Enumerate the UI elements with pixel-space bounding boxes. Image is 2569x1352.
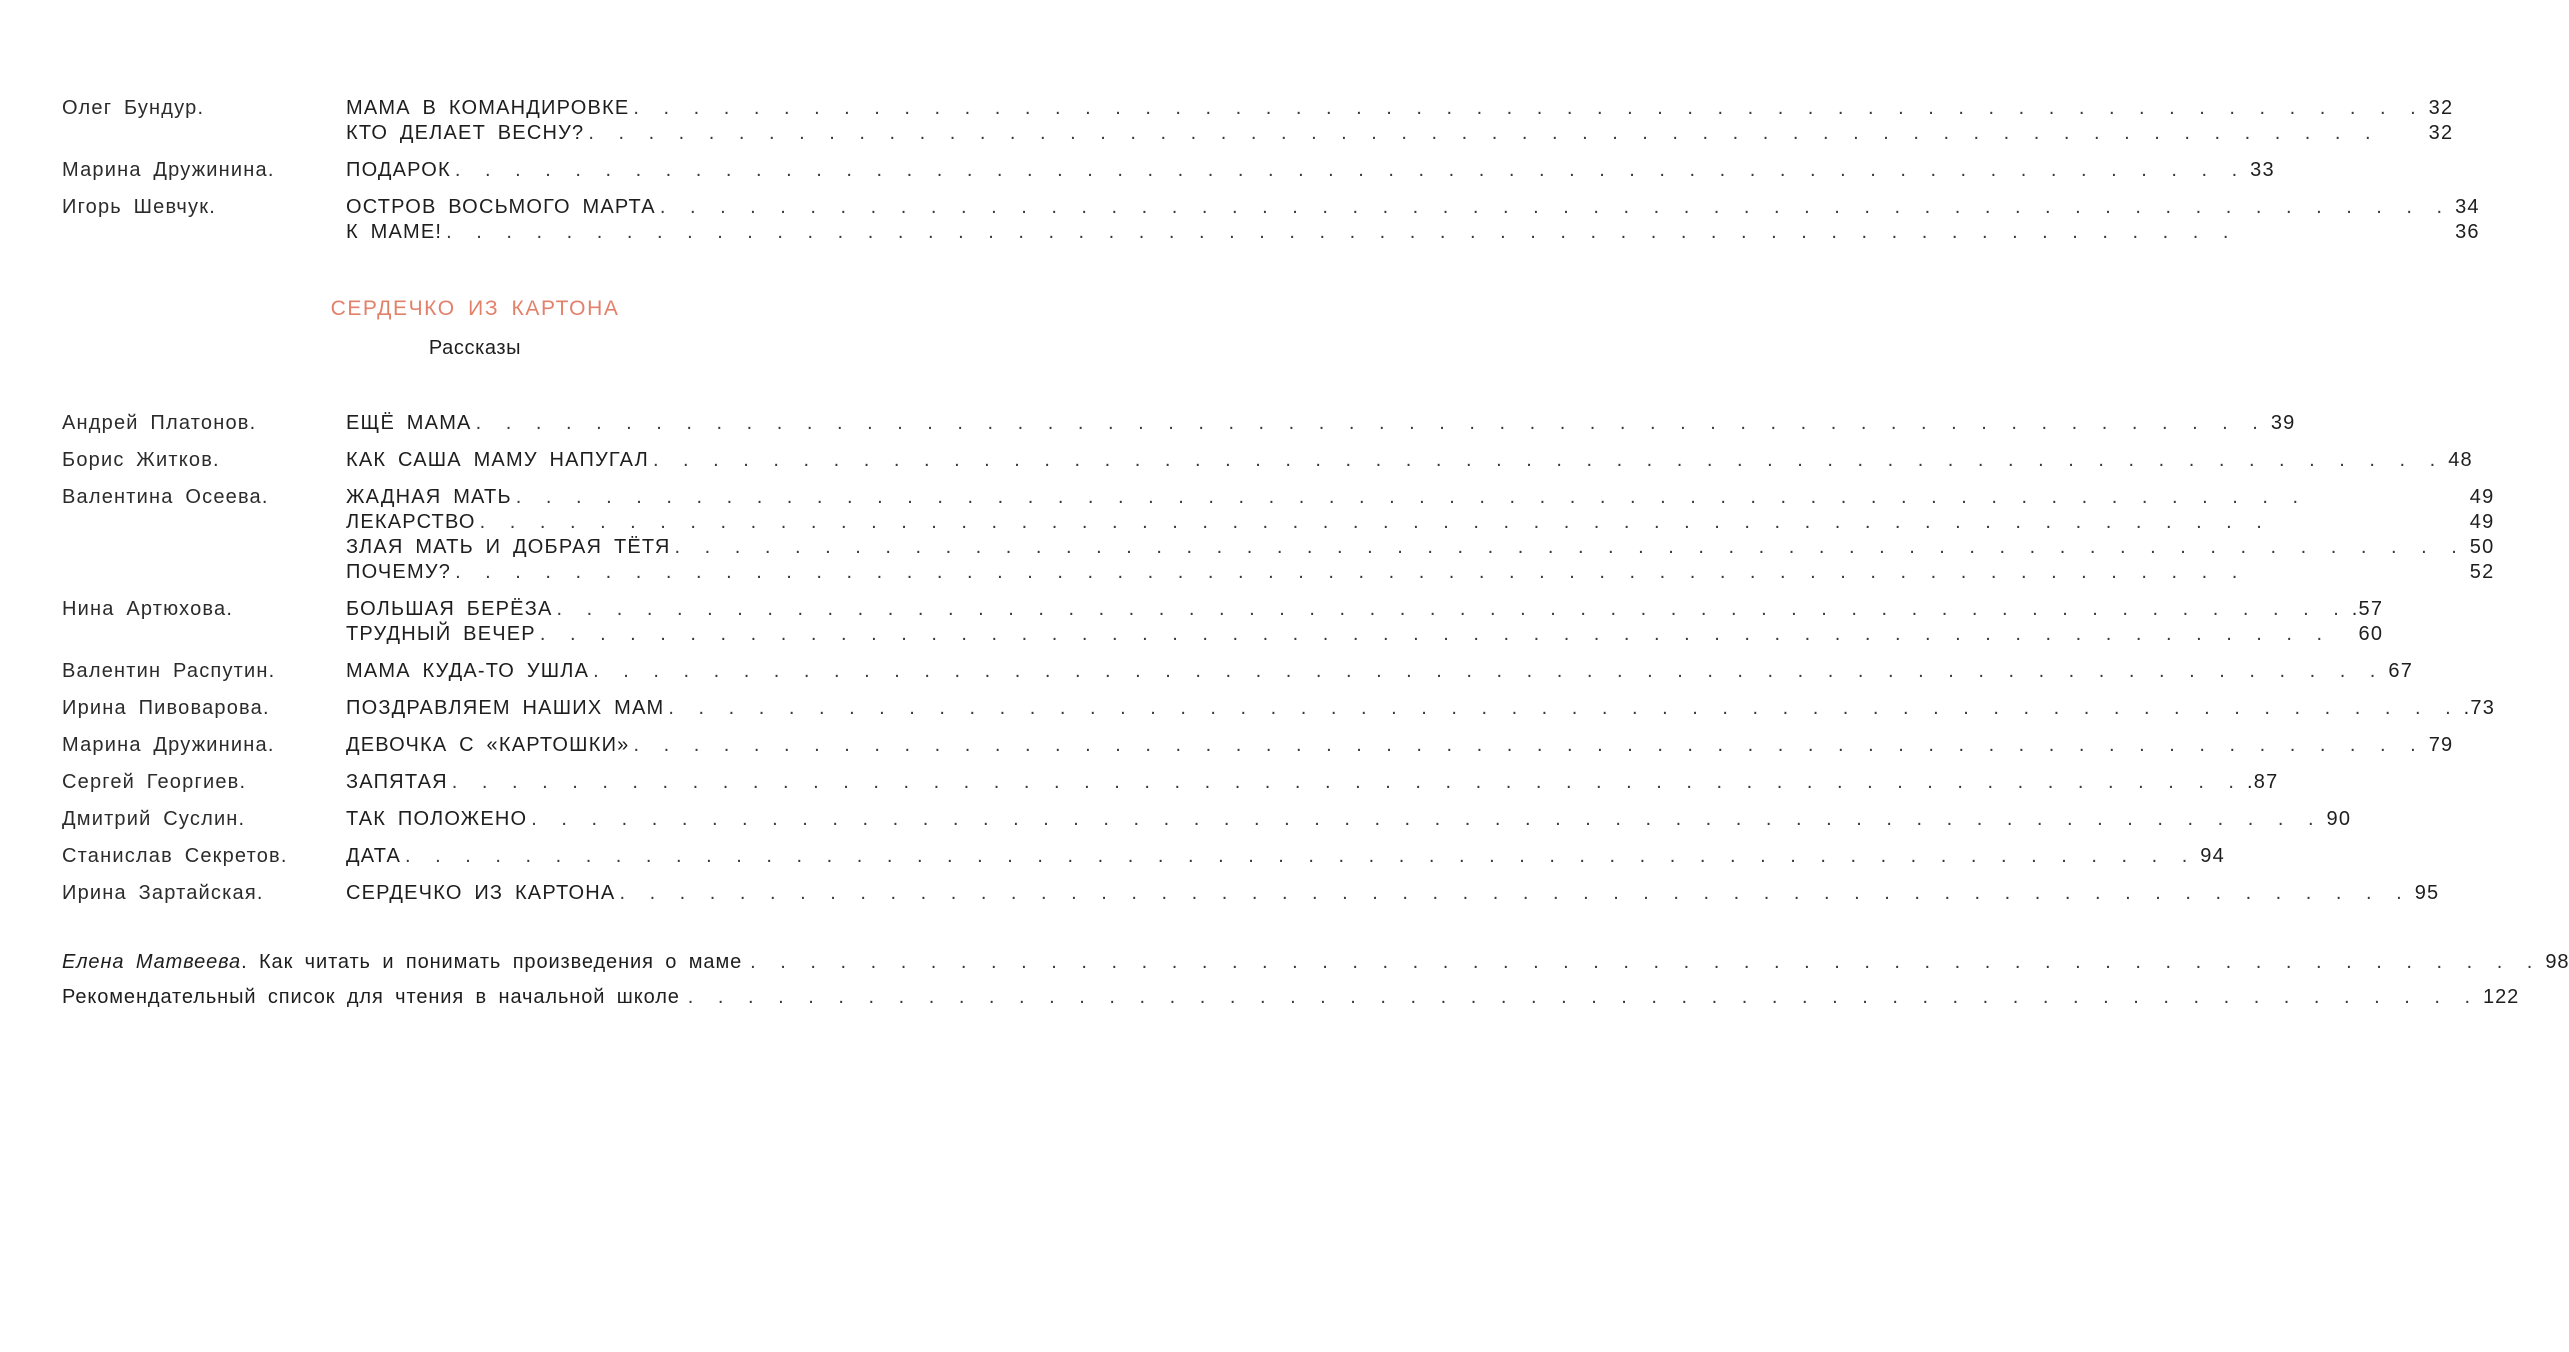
dot-leader: . . . . . . . . . . . . . . . . . . . . . . . . . . . . . . . . . . . . . . . . . . . . . . . . . . . . . . . . . . . . <box>455 561 2245 583</box>
appendix-title: . Как читать и понимать произведения о маме <box>241 951 743 973</box>
toc-page-number: 39 <box>2270 412 2296 434</box>
toc-work-line[interactable] <box>346 96 2453 121</box>
toc-works <box>346 733 2453 758</box>
toc-work-line[interactable] <box>346 844 2225 869</box>
toc-page-number: 48 <box>2448 449 2473 471</box>
toc-work-title: БОЛЬШАЯ БЕРЁЗА <box>346 598 553 620</box>
toc-group-stories <box>62 411 2496 906</box>
toc-works <box>346 485 2494 585</box>
toc-entry <box>62 448 2473 473</box>
dot-leader: . . . . . . . . . . . . . . . . . . . . . . . . . . . . . . . . . . . . . . . . . . . . . . . . . . . . . . . . . . . . <box>633 734 2423 756</box>
toc-entry <box>62 770 2279 795</box>
toc-works <box>346 770 2278 795</box>
toc-work-title: ТРУДНЫЙ ВЕЧЕР <box>346 623 536 645</box>
toc-work-title: ЖАДНАЯ МАТЬ <box>346 486 512 508</box>
toc-work-title: ПОДАРОК <box>346 159 451 181</box>
table-of-contents <box>62 96 2569 1020</box>
toc-author: Ирина Пивоварова. <box>62 697 270 719</box>
toc-work-line[interactable] <box>346 560 2494 585</box>
appendix-list <box>62 950 2569 1010</box>
toc-work-line[interactable] <box>346 121 2453 146</box>
toc-page-number: 49 <box>2469 511 2495 533</box>
toc-works <box>346 881 2439 906</box>
toc-work-title: КАК САША МАМУ НАПУГАЛ <box>346 449 649 471</box>
toc-works <box>346 597 2383 647</box>
dot-leader: . . . . . . . . . . . . . . . . . . . . . . . . . . . . . . . . . . . . . . . . . . . . . . . . . . . . . . . . . . . . <box>454 159 2245 181</box>
toc-work-title: ЛЕКАРСТВО <box>346 511 476 533</box>
toc-works <box>346 696 2495 721</box>
dot-leader: . . . . . . . . . . . . . . . . . . . . . . . . . . . . . . . . . . . . . . . . . . . . . . . . . . . . . . . . . . . . <box>531 808 2321 830</box>
toc-work-title: ПОЗДРАВЛЯЕМ НАШИХ МАМ <box>346 697 665 719</box>
toc-entry <box>62 844 2225 869</box>
toc-work-title: ТАК ПОЛОЖЕНО <box>346 808 528 830</box>
toc-author: Олег Бундур. <box>62 97 205 119</box>
toc-work-title: ОСТРОВ ВОСЬМОГО МАРТА <box>346 196 656 218</box>
appendix-title: Рекомендательный список для чтения в начальной школе <box>62 986 680 1008</box>
toc-work-line[interactable] <box>346 770 2278 795</box>
appendix-line[interactable] <box>62 985 2520 1010</box>
toc-works <box>346 807 2351 832</box>
toc-page-number: 95 <box>2414 882 2440 904</box>
toc-works <box>346 96 2453 146</box>
toc-page-number: .57 <box>2351 598 2384 620</box>
dot-leader: . . . . . . . . . . . . . . . . . . . . . . . . . . . . . . . . . . . . . . . . . . . . . . . . . . . . . . . . . . . . <box>633 97 2423 119</box>
toc-author: Валентина Осеева. <box>62 486 269 508</box>
toc-page-number: 79 <box>2428 734 2454 756</box>
toc-page-number: 52 <box>2469 561 2495 583</box>
toc-work-line[interactable] <box>346 597 2383 622</box>
toc-work-title: ДЕВОЧКА С «КАРТОШКИ» <box>346 734 630 756</box>
dot-leader: . . . . . . . . . . . . . . . . . . . . . . . . . . . . . . . . . . . . . . . . . . . . . . . . . . . . . . . . . . . . <box>446 221 2236 243</box>
appendix-page-number: 98 <box>2545 951 2569 973</box>
toc-page-number: 34 <box>2455 196 2480 218</box>
toc-entry <box>62 807 2352 832</box>
toc-page-number: 36 <box>2455 221 2480 243</box>
toc-work-title: ДАТА <box>346 845 402 867</box>
toc-work-line[interactable] <box>346 195 2480 220</box>
toc-work-line[interactable] <box>346 659 2413 684</box>
toc-work-line[interactable] <box>346 485 2494 510</box>
toc-works <box>346 158 2275 183</box>
toc-work-line[interactable] <box>346 411 2296 436</box>
toc-work-title: ПОЧЕМУ? <box>346 561 452 583</box>
section-title: СЕРДЕЧКО ИЗ КАРТОНА <box>330 297 620 320</box>
appendix-text <box>62 950 742 975</box>
toc-page-number: 50 <box>2469 536 2495 558</box>
toc-works <box>346 411 2296 436</box>
toc-entry <box>62 696 2496 721</box>
toc-work-line[interactable] <box>346 448 2473 473</box>
toc-work-title: ЕЩЁ МАМА <box>346 412 472 434</box>
toc-work-line[interactable] <box>346 733 2453 758</box>
toc-author: Андрей Платонов. <box>62 412 257 434</box>
toc-work-line[interactable] <box>346 158 2275 183</box>
toc-work-line[interactable] <box>346 881 2439 906</box>
toc-works <box>346 195 2480 245</box>
appendix-page-number: 122 <box>2483 986 2520 1008</box>
dot-leader: . . . . . . . . . . . . . . . . . . . . . . . . . . . . . . . . . . . . . . . . . . . . . . . . . . . . . . . . . . . . <box>593 660 2383 682</box>
dot-leader: . . . . . . . . . . . . . . . . . . . . . . . . . . . . . . . . . . . . . . . . . . . . . . . . . . . . . . . . . . . . <box>652 449 2443 471</box>
toc-author: Игорь Шевчук. <box>62 196 216 218</box>
dot-leader: . . . . . . . . . . . . . . . . . . . . . . . . . . . . . . . . . . . . . . . . . . . . . . . . . . . . . . . . . . . . <box>405 845 2195 867</box>
toc-author: Марина Дружинина. <box>62 734 275 756</box>
toc-page-number: 94 <box>2200 845 2225 867</box>
toc-page-number: 90 <box>2326 808 2352 830</box>
toc-entry <box>62 485 2495 585</box>
toc-page-number: 32 <box>2428 97 2454 119</box>
toc-work-line[interactable] <box>346 622 2383 647</box>
toc-page-number: 49 <box>2469 486 2495 508</box>
toc-author: Марина Дружинина. <box>62 159 275 181</box>
toc-page-number: 60 <box>2358 623 2384 645</box>
toc-entry <box>62 733 2454 758</box>
toc-author: Борис Житков. <box>62 449 220 471</box>
toc-entry <box>62 96 2454 146</box>
toc-work-title: СЕРДЕЧКО ИЗ КАРТОНА <box>346 882 616 904</box>
section-subtitle: Рассказы <box>428 337 522 359</box>
toc-work-title: ЗАПЯТАЯ <box>346 771 448 793</box>
dot-leader: . . . . . . . . . . . . . . . . . . . . . . . . . . . . . . . . . . . . . . . . . . . . . . . . . . . . . . . . . . . . <box>588 122 2378 144</box>
toc-group-top <box>62 96 2480 245</box>
toc-author: Дмитрий Суслин. <box>62 808 246 830</box>
toc-work-line[interactable] <box>346 510 2494 535</box>
toc-work-title: МАМА В КОМАНДИРОВКЕ <box>346 97 630 119</box>
toc-works <box>346 844 2225 869</box>
dot-leader: . . . . . . . . . . . . . . . . . . . . . . . . . . . . . . . . . . . . . . . . . . . . . . . . . . . . . . . . . . . . <box>659 196 2450 218</box>
dot-leader: . . . . . . . . . . . . . . . . . . . . . . . . . . . . . . . . . . . . . . . . . . . . . . . . . . . . . . . . . . . . <box>668 697 2458 719</box>
toc-entry <box>62 411 2296 436</box>
dot-leader: . . . . . . . . . . . . . . . . . . . . . . . . . . . . . . . . . . . . . . . . . . . . . . . . . . . . . . . . . . . . <box>619 882 2409 904</box>
dot-leader: . . . . . . . . . . . . . . . . . . . . . . . . . . . . . . . . . . . . . . . . . . . . . . . . . . . . . . . . . . . . <box>674 536 2464 558</box>
toc-author: Нина Артюхова. <box>62 598 234 620</box>
toc-work-title: ЗЛАЯ МАТЬ И ДОБРАЯ ТЁТЯ <box>346 536 671 558</box>
toc-page-number: 32 <box>2428 122 2454 144</box>
toc-entry <box>62 659 2414 684</box>
toc-author: Валентин Распутин. <box>62 660 276 682</box>
toc-work-line[interactable] <box>346 696 2495 721</box>
appendix-author: Елена Матвеева <box>62 951 242 973</box>
toc-works <box>346 659 2413 684</box>
appendix-text <box>62 985 680 1010</box>
toc-entry <box>62 158 2275 183</box>
toc-work-title: МАМА КУДА-ТО УШЛА <box>346 660 590 682</box>
toc-page-number: .73 <box>2463 697 2496 719</box>
toc-entry <box>62 881 2440 906</box>
toc-author: Станислав Секретов. <box>62 845 288 867</box>
toc-page-number: .87 <box>2247 771 2279 793</box>
toc-page-number: 33 <box>2250 159 2275 181</box>
toc-entry <box>62 597 2384 647</box>
toc-work-line[interactable] <box>346 220 2480 245</box>
toc-author: Сергей Георгиев. <box>62 771 247 793</box>
toc-work-line[interactable] <box>346 807 2351 832</box>
dot-leader: . . . . . . . . . . . . . . . . . . . . . . . . . . . . . . . . . . . . . . . . . . . . . . . . . . . . . . . . . . . . <box>475 412 2265 434</box>
toc-work-title: К МАМЕ! <box>346 221 443 243</box>
toc-works <box>346 448 2473 473</box>
dot-leader: . . . . . . . . . . . . . . . . . . . . . . . . . . . . . . . . . . . . . . . . . . . . . . . . . . . . . . . . . . . . <box>556 598 2346 620</box>
toc-entry <box>62 195 2480 245</box>
dot-leader: . . . . . . . . . . . . . . . . . . . . . . . . . . . . . . . . . . . . . . . . . . . . . . . . . . . . . . . . . . . . <box>539 623 2330 645</box>
toc-work-title: КТО ДЕЛАЕТ ВЕСНУ? <box>346 122 585 144</box>
dot-leader: . . . . . . . . . . . . . . . . . . . . . . . . . . . . . . . . . . . . . . . . . . . . . . . . . . . . . . . . . . . . <box>687 986 2478 1008</box>
dot-leader: . . . . . . . . . . . . . . . . . . . . . . . . . . . . . . . . . . . . . . . . . . . . . . . . . . . . . . . . . . . . <box>451 771 2241 793</box>
dot-leader: . . . . . . . . . . . . . . . . . . . . . . . . . . . . . . . . . . . . . . . . . . . . . . . . . . . . . . . . . . . . <box>750 951 2540 973</box>
toc-author: Ирина Зартайская. <box>62 882 264 904</box>
toc-work-line[interactable] <box>346 535 2494 560</box>
toc-page-number: 67 <box>2388 660 2414 682</box>
appendix-line[interactable] <box>62 950 2569 975</box>
dot-leader: . . . . . . . . . . . . . . . . . . . . . . . . . . . . . . . . . . . . . . . . . . . . . . . . . . . . . . . . . . . . <box>515 486 2306 508</box>
dot-leader: . . . . . . . . . . . . . . . . . . . . . . . . . . . . . . . . . . . . . . . . . . . . . . . . . . . . . . . . . . . . <box>479 511 2269 533</box>
